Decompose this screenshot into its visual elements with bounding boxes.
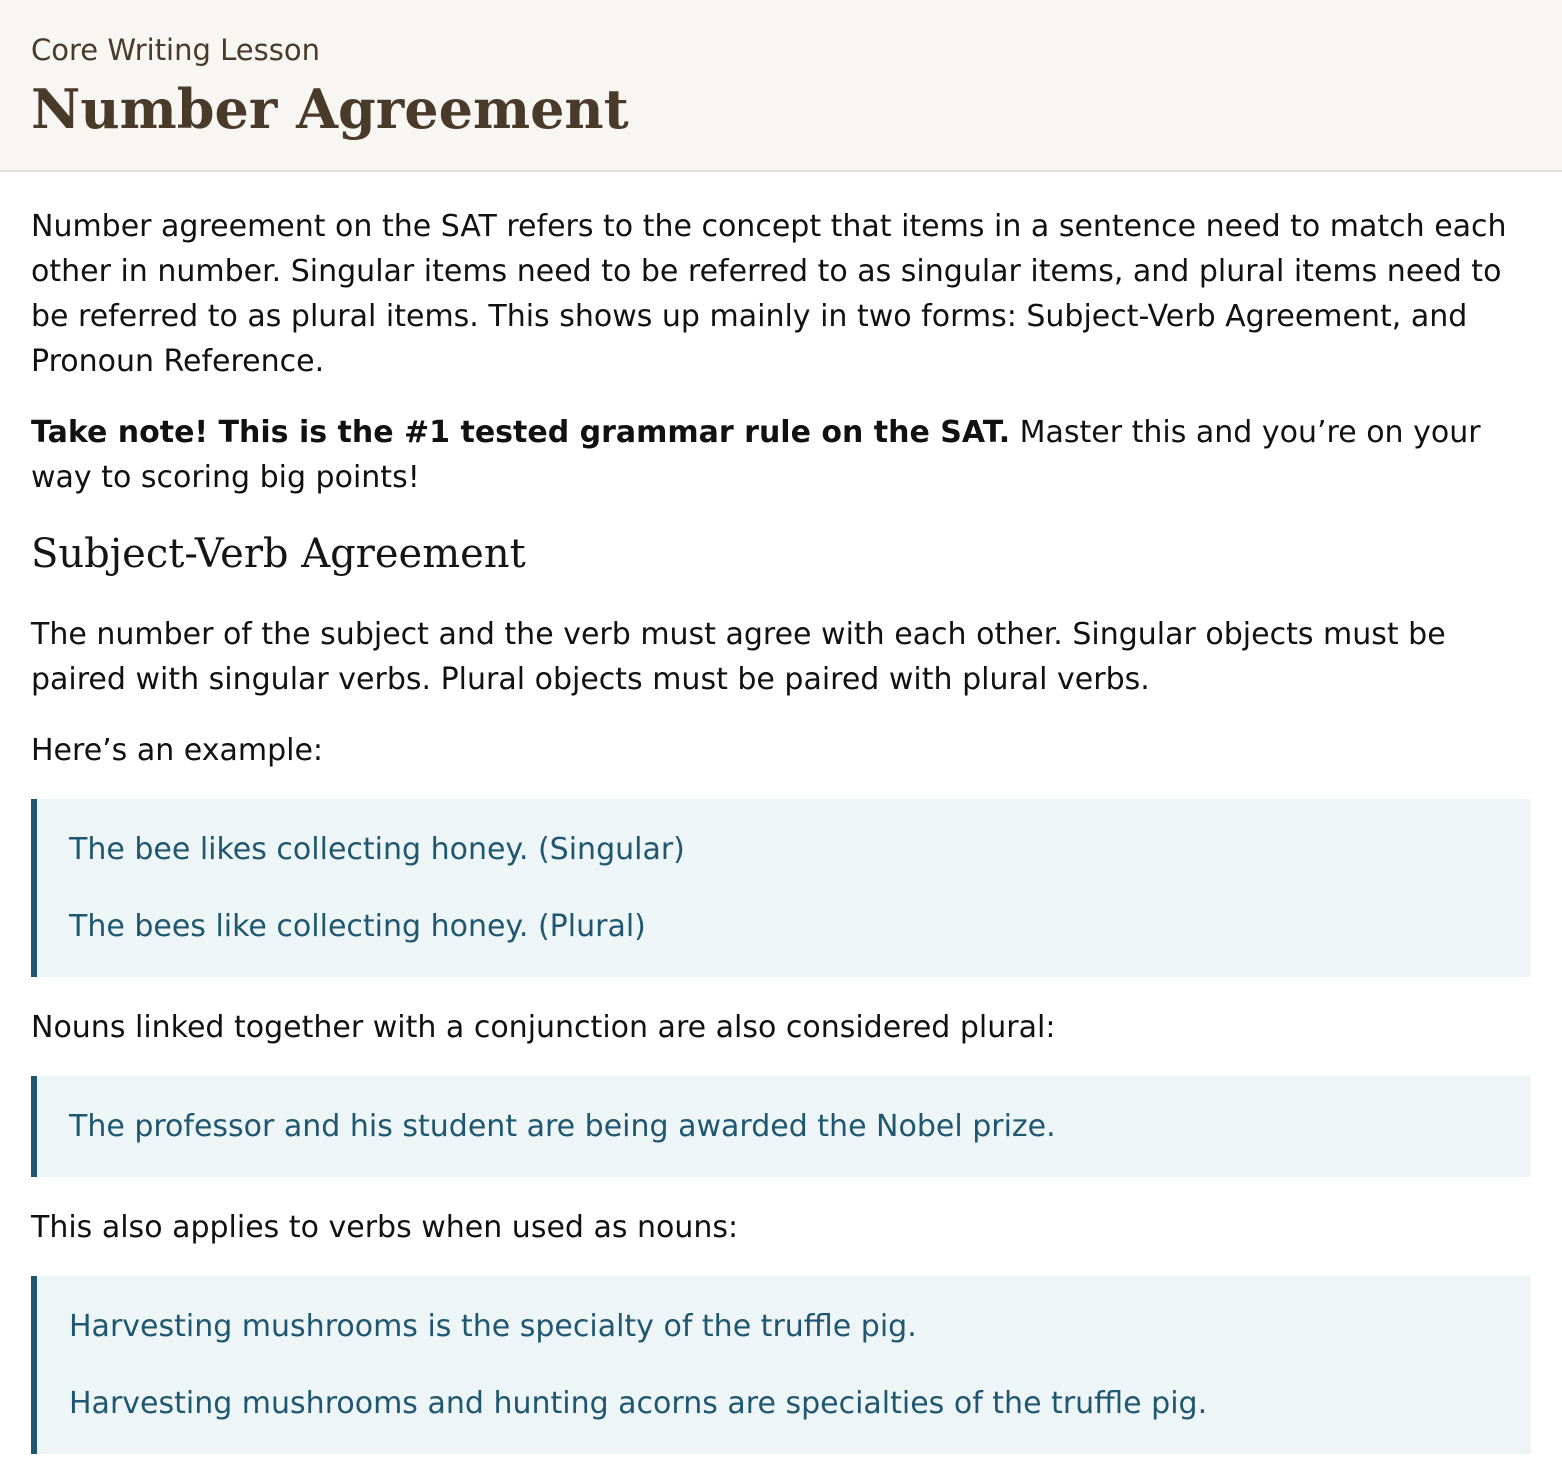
verbs-as-nouns-paragraph: This also applies to verbs when used as nouns: xyxy=(31,1210,739,1245)
take-note-bold: Take note! This is the #1 tested grammar rule on the SAT. xyxy=(31,415,1011,450)
example-block-professor xyxy=(31,1076,1531,1177)
lesson-kicker: Core Writing Lesson xyxy=(31,33,320,67)
section-heading-subject-verb: Subject-Verb Agreement xyxy=(31,531,526,577)
subject-verb-paragraph: The number of the subject and the verb must agree with each other. Singular objects must be paired with singular verbs. Plural objects must be paired with plural verbs. xyxy=(31,617,1446,697)
example-line: Harvesting mushrooms is the specialty of the truffle pig. xyxy=(69,1309,917,1344)
example-line: The bees like collecting honey. (Plural) xyxy=(69,909,646,944)
take-note-paragraph xyxy=(31,410,1531,500)
conjunction-paragraph: Nouns linked together with a conjunction are also considered plural: xyxy=(31,1010,1056,1045)
example-line: The professor and his student are being awarded the Nobel prize. xyxy=(69,1109,1056,1144)
lesson-content xyxy=(0,172,1562,1454)
example-line: The bee likes collecting honey. (Singular) xyxy=(69,832,685,867)
intro-paragraph: Number agreement on the SAT refers to the concept that items in a sentence need to match each other in number. Singular items need to be referred to as singular items, and plural items need to be referred to as plural items. This shows up mainly in two forms: Subject-Verb Agreement, and Pronoun Reference. xyxy=(31,209,1507,379)
example-line: Harvesting mushrooms and hunting acorns are specialties of the truffle pig. xyxy=(69,1386,1208,1421)
page-title: Number Agreement xyxy=(31,77,629,141)
example-block-truffle xyxy=(31,1276,1531,1454)
example-block-bees xyxy=(31,799,1531,977)
take-note-rest: Master this and you’re on your way to scoring big points! xyxy=(31,415,1481,495)
example-intro: Here’s an example: xyxy=(31,733,324,768)
lesson-header xyxy=(0,0,1562,172)
